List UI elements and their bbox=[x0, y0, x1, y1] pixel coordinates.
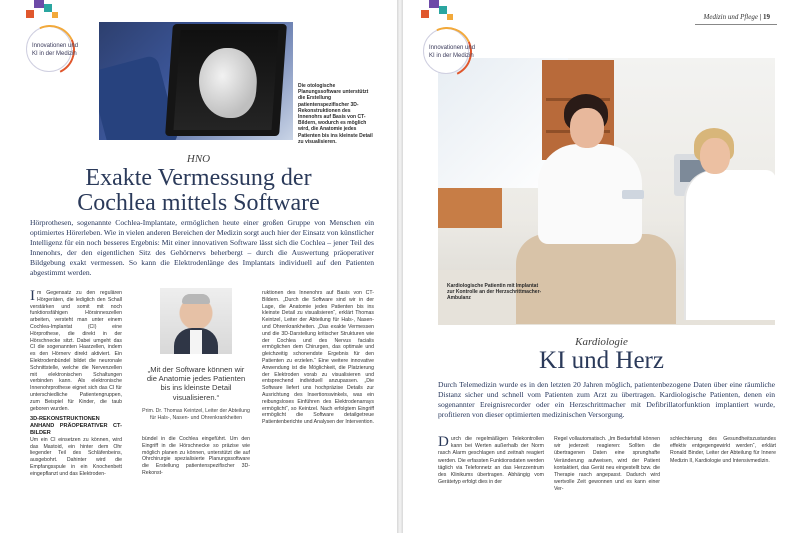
page-number: 19 bbox=[763, 13, 770, 21]
decor-square bbox=[447, 14, 453, 20]
section-label-line1: Innovationen und bbox=[429, 45, 476, 51]
decor-square bbox=[439, 6, 447, 14]
decor-square bbox=[26, 10, 34, 18]
article-lead: Hörprothesen, sogenannte Cochlea-Implantate, ermöglichen heute einer großen Gruppe von Menschen ein optimiertes Hörerleben. Wie in vielen anderen Bereichen der Medizin sorgt auch hier der Einsatz von künstlicher Intelligenz für ein noch besseres Ergebnis: Mit einer innovativen Software lässt sich die Cochlea – jener Teil des Innenohrs, der den eigentlichen Sitz des Gehörnervs beherbergt – durch die Auswertung präoperativer Bildgebung exakt vermessen. So kann die Elektrodenlänge des Implantats individuell auf den Patienten abgestimmt werden. bbox=[30, 218, 374, 277]
section-label bbox=[429, 45, 475, 60]
photo-device bbox=[622, 190, 644, 199]
running-head-label: Medizin und Pflege bbox=[703, 13, 758, 21]
photo-cabinet bbox=[438, 188, 502, 228]
drop-cap: D bbox=[438, 434, 449, 450]
right-page bbox=[403, 0, 800, 533]
photo-patient-legs bbox=[516, 234, 676, 324]
body-column-3: schlechterung des Gesundheitszustandes effektiv entgegengewirkt werden“, erklärt Ronald Binder, Leiter der Abteilung für Innere Medizin II, Kardiologie und Intensivmedizin. bbox=[670, 436, 776, 464]
photo-nurse-body bbox=[686, 170, 775, 320]
body-column-3: ruktionen des Innenohrs auf Basis von CT-Bildern. „Durch die Software sind wir in der Lage, die Anatomie jedes Patienten bis ins kleinste Detail zu visualisieren“, erklärt Thomas Keintzel, Leiter der Abteilung für Hals-, Nasen- und Ohrenkrankheiten. „Das exakte Vermessen und die 3D-Darstellung kritischer Strukturen wie der Cochlea und des Nervus facialis ermöglichen dem Chirurgen, das optimale und gleichzeitig schonendste Ergebnis für den Patienten zu erzielen.“ Eine weitere innovative Anwendung ist die Möglichkeit, die Platzierung der Elektroden vorab zu visualisieren und entsprechend individuell anzupassen. „Die Software liefert uns hochpräzise Details zur Ausrichtung des Insertionswinkels, was ein reibungsloses Einführen des Elektrodenarrays ermöglicht“, so Keintzel. Nach erfolgtem Eingriff ermöglicht die Software detailgetreue Patientenberichte und Analysen der Intervention. bbox=[262, 290, 374, 426]
portrait-hair bbox=[182, 294, 210, 304]
photo-patient-face bbox=[570, 108, 604, 148]
column-1-text: urch die regelmäßigen Telekontrollen kann bei Werten außerhalb der Norm rasch Alarm geschlagen und zeitnah reagiert werden. Die erfassten Funktionsdaten werden täglich via Telefonnetz an das Herzzentrum des Klinikums übertragen. Abhängig vom Gerätetyp erfolgt dies in der bbox=[438, 436, 544, 486]
body-column-2: bündel in die Cochlea eingeführt. Um den Eingriff in die Hörschnecke so präzise wie möglich planen zu können, unterstützt die auf Ohrchirurgie spezialisierte Planungssoftware die Erstellung patientenspezifischer 3D-Rekonst- bbox=[142, 436, 250, 476]
column-1-text: m Gegensatz zu den regulären Hörgeräten, die lediglich den Schall verstärken und somit mit noch funktionsfähigen Hörsinneszellen arbeiten, versteht man unter einem Cochlea-Implantat (CI) eine Hörprothese, die direkt in der Hörschnecke sitzt. Dabei umgeht das CI die sogenannten Haarzellen, indem es den Hörnerv direkt aktiviert. Ein Elektrodenbündel bildet die neuronale Schnittstelle, welche die Nervenzellen mit elektronischen Schaltungen verbinden kann. Als elektronische Innenohrprothese eignet sich das CI für unterschiedliche Patientengruppen, zum Beispiel für Kinder, die taub geboren wurden. bbox=[30, 290, 122, 412]
photo-nurse-face bbox=[700, 138, 730, 174]
drop-cap: I bbox=[30, 288, 35, 304]
section-label bbox=[32, 43, 78, 58]
decor-square bbox=[429, 0, 439, 8]
left-page bbox=[0, 0, 397, 533]
photo-caption: Die otologische Planungssoftware unterstützt die Erstellung patientenspezifischer 3D-Rekonstruktionen des Innenohrs auf Basis von CT-Bildern, wodurch es möglich wird, die Anatomie jedes Patienten bis ins kleinste Detail zu visualisieren. bbox=[298, 83, 373, 145]
running-head-rule bbox=[695, 24, 777, 25]
section-label-line2: KI in der Medizin bbox=[32, 50, 77, 57]
photo-caption: Kardiologische Patientin mit Implantat zur Kontrolle an der Herzschrittmacher-Ambulanz bbox=[447, 283, 542, 302]
decor-square bbox=[421, 10, 429, 18]
column-1-subhead: 3D-REKONSTRUKTIONEN ANHAND PRÄOPERATIVER CT-BILDER bbox=[30, 416, 122, 436]
headline-line1: Exakte Vermessung der bbox=[85, 165, 312, 191]
photo-tablet-screen bbox=[174, 30, 279, 130]
section-label-line1: Innovationen und bbox=[32, 43, 79, 49]
article-kicker: HNO bbox=[186, 153, 211, 165]
headline-line2: Cochlea mittels Software bbox=[77, 190, 320, 217]
decor-square bbox=[34, 0, 44, 8]
column-1-text-2: Um ein CI einsetzen zu können, wird das Mastoid, ein hinter dem Ohr liegender Teil des Schläfenbeins, ausgebohrt. Dahinter wird die Empfangsspule in ein Knochenbett eingepflanzt und das Elektroden- bbox=[30, 436, 122, 477]
pull-quote: „Mit der Software können wir die Anatomie jedes Patienten bis ins kleinste Detail visualisieren.“ bbox=[146, 365, 246, 402]
body-column-1 bbox=[438, 436, 544, 486]
article-headline bbox=[0, 166, 397, 216]
portrait-shirt bbox=[190, 330, 202, 354]
quote-attribution: Prim. Dr. Thomas Keintzel, Leiter der Abteilung für Hals-, Nasen- und Ohrenkrankheiten bbox=[142, 408, 250, 421]
section-label-line2: KI in der Medizin bbox=[429, 52, 474, 59]
decor-square bbox=[52, 12, 58, 18]
running-head: Medizin und Pflege | 19 bbox=[703, 13, 770, 21]
tablet-photo bbox=[99, 22, 293, 140]
article-headline: KI und Herz bbox=[539, 347, 664, 374]
article-kicker: Kardiologie bbox=[575, 336, 628, 348]
body-column-1 bbox=[30, 290, 122, 478]
portrait-photo bbox=[160, 288, 232, 354]
body-column-2: Regel vollautomatisch. „Im Bedarfsfall können wir jederzeit reagieren: Sollten die übertragenen Daten eine sprunghafte Veränderung aufweisen, wird der Patient kontaktiert, das Gerät neu eingestellt bzw. die Therapie rasch angepasst. Dadurch wird wertvolle Zeit gewonnen und es kann einer Ver- bbox=[554, 436, 660, 493]
photo-cochlea-model bbox=[196, 48, 259, 118]
photo-tablet bbox=[165, 24, 287, 136]
article-lead: Durch Telemedizin wurde es in den letzten 20 Jahren möglich, patientenbezogene Daten über eine räumliche Distanz sicher und schnell vom Patienten zum Arzt zu übertragen. Kardiologische Patienten, denen ein sogenannter Ereignisrecorder oder ein Herzschrittmacher mit Defibrillatorfunktion implantiert wurde, profitieren von dieser optimierten medizinischen Versorgung. bbox=[438, 380, 775, 419]
decor-square bbox=[44, 4, 52, 12]
column-1-paragraph bbox=[30, 290, 122, 412]
